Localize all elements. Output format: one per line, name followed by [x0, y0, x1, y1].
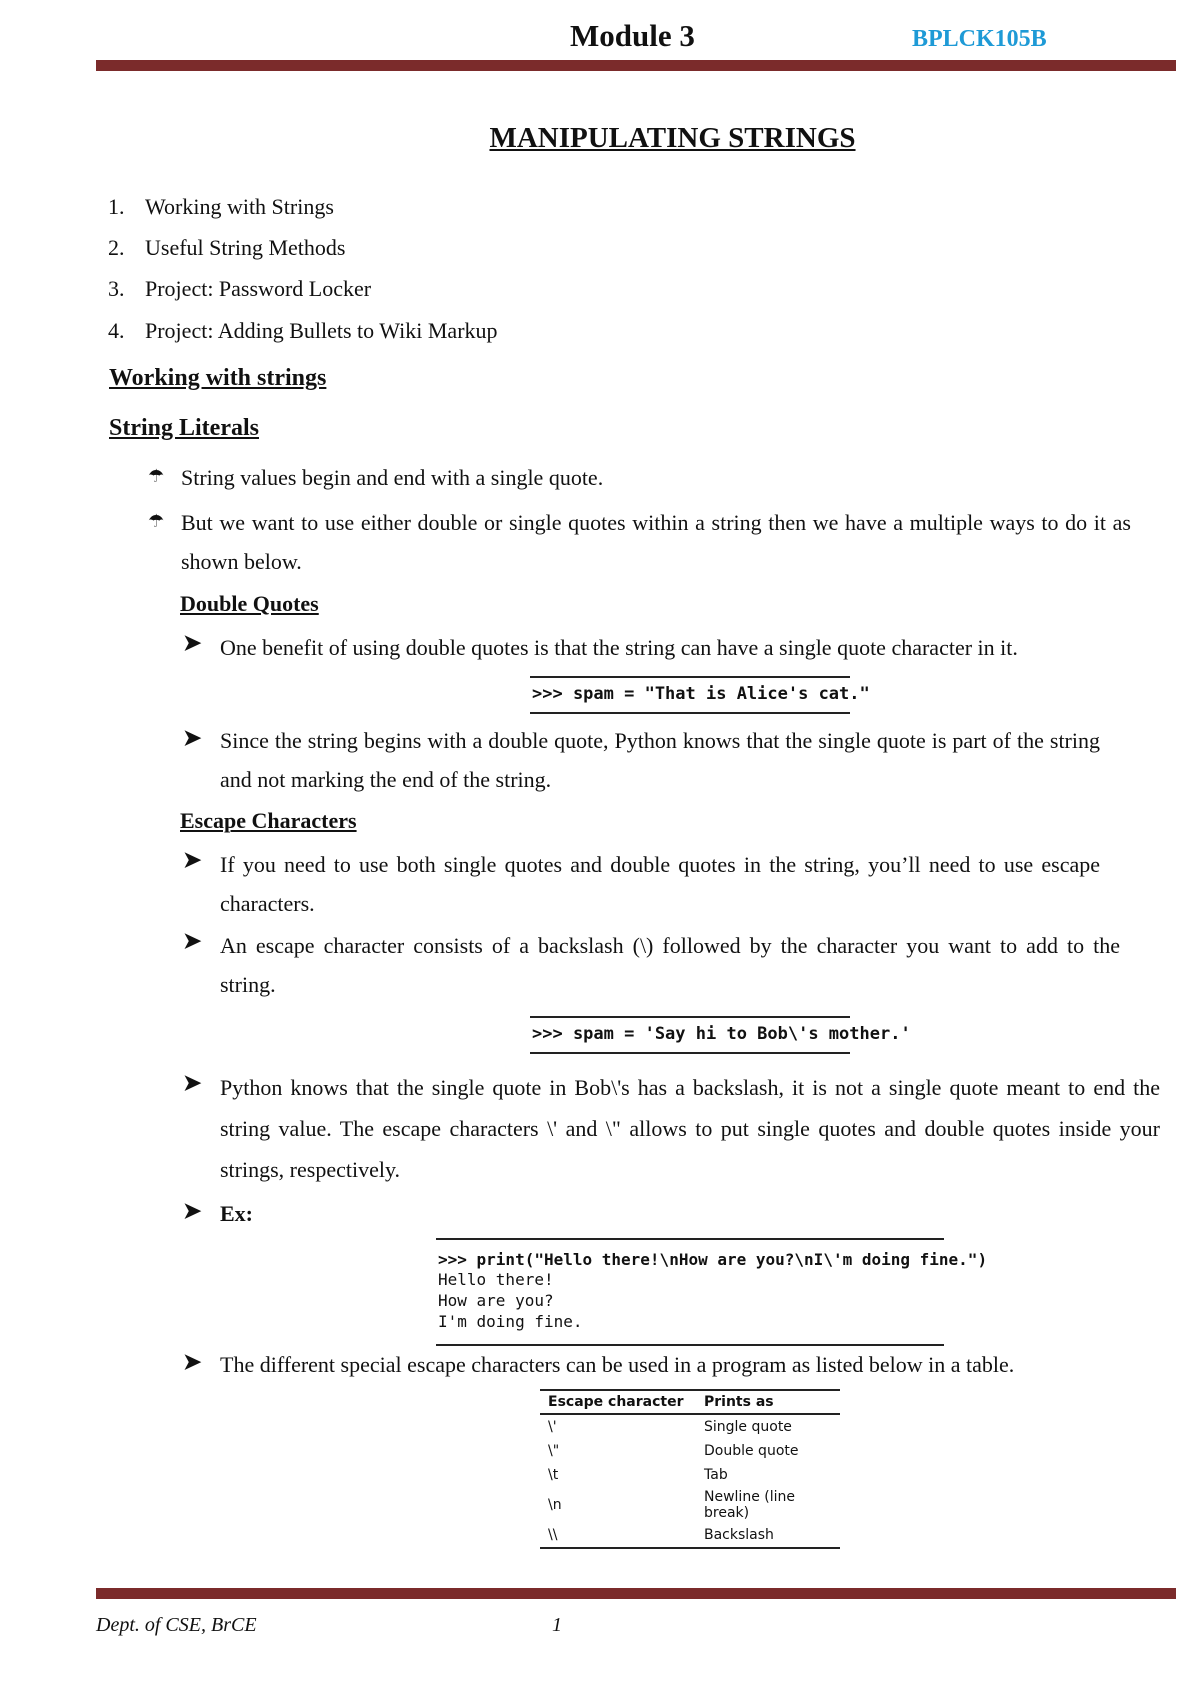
toc-text: Project: Adding Bullets to Wiki Markup — [145, 318, 498, 343]
umbrella-bullet-icon: ☂ — [148, 511, 165, 531]
escape-point-2: An escape character consists of a backslash (\) followed by the character you want to add to the string. — [220, 933, 1120, 997]
column-header: Prints as — [696, 1391, 840, 1414]
escape-sequence-cell: \\ — [548, 1527, 558, 1543]
escape-sequence-cell: \n — [548, 1497, 562, 1513]
subheading-double-quotes: Double Quotes — [180, 591, 319, 616]
example-label: Ex: — [220, 1201, 253, 1226]
footer-rule — [96, 1588, 1176, 1599]
table-row — [540, 1463, 840, 1487]
course-code: BPLCK105B — [912, 26, 1047, 52]
arrow-bullet-icon: ➤ — [183, 928, 202, 953]
umbrella-bullet-icon: ☂ — [148, 466, 165, 486]
literal-bullet-text: String values begin and end with a single quote. — [181, 465, 604, 490]
section-heading-working: Working with strings — [109, 365, 327, 391]
table-row — [540, 1439, 840, 1463]
toc-text: Project: Password Locker — [145, 276, 372, 301]
escape-point-4: The different special escape characters can be used in a program as listed below in a table. — [220, 1352, 1015, 1377]
module-title: Module 3 — [570, 18, 695, 53]
code-input-line: >>> print("Hello there!\nHow are you?\nI\'m doing fine.") — [438, 1250, 988, 1269]
column-header: Escape character — [540, 1391, 696, 1414]
toc-number: 1. — [108, 194, 125, 219]
escape-sequence-cell: \' — [548, 1419, 557, 1435]
code-example-print — [436, 1238, 988, 1346]
escape-sequence-cell: \t — [548, 1467, 559, 1483]
prints-as-cell: Tab — [704, 1467, 728, 1483]
arrow-bullet-icon: ➤ — [183, 847, 202, 872]
table-row — [540, 1523, 840, 1547]
code-line: >>> spam = 'Say hi to Bob\'s mother.' — [532, 1024, 911, 1044]
double-quotes-point-1: One benefit of using double quotes is that the string can have a single quote character in it. — [220, 635, 1018, 660]
arrow-bullet-icon: ➤ — [183, 1349, 202, 1374]
toc-number: 2. — [108, 235, 125, 260]
arrow-bullet-icon: ➤ — [183, 630, 202, 655]
prints-as-cell: Newline (line break) — [704, 1489, 795, 1521]
arrow-bullet-icon: ➤ — [183, 725, 202, 750]
arrow-bullet-icon: ➤ — [183, 1070, 202, 1095]
page-number: 1 — [552, 1614, 562, 1636]
footer-department: Dept. of CSE, BrCE — [96, 1614, 257, 1636]
table-row — [540, 1487, 840, 1523]
prints-as-cell: Double quote — [704, 1443, 799, 1459]
section-heading-literals: String Literals — [109, 415, 259, 441]
toc-number: 4. — [108, 318, 125, 343]
arrow-bullet-icon: ➤ — [183, 1198, 202, 1223]
code-output-line: How are you? — [438, 1291, 554, 1310]
double-quotes-point-2: Since the string begins with a double quote, Python knows that the single quote is part of the string and not marking the end of the string. — [220, 728, 1100, 792]
table-row — [540, 1414, 840, 1439]
toc-number: 3. — [108, 276, 125, 301]
escape-point-1: If you need to use both single quotes and double quotes in the string, you’ll need to use escape characters. — [220, 852, 1100, 916]
code-output-line: Hello there! — [438, 1270, 554, 1289]
toc-text: Working with Strings — [145, 194, 334, 219]
prints-as-cell: Backslash — [704, 1527, 774, 1543]
escape-point-3: Python knows that the single quote in Bob\'s has a backslash, it is not a single quote meant to end the string value. The escape characters \' and \" allows to put single quotes and double quotes inside your strings, respectively. — [220, 1075, 1160, 1182]
literal-bullet-text: But we want to use either double or single quotes within a string then we have a multiple ways to do it as shown below. — [181, 510, 1131, 574]
document-title: MANIPULATING STRINGS — [489, 122, 856, 154]
code-output-line: I'm doing fine. — [438, 1312, 583, 1331]
code-line: >>> spam = "That is Alice's cat." — [532, 684, 870, 704]
escape-sequence-cell: \" — [548, 1443, 560, 1459]
code-example-escape — [530, 1016, 911, 1054]
prints-as-cell: Single quote — [704, 1419, 792, 1435]
header-rule — [96, 60, 1176, 71]
subheading-escape-characters: Escape Characters — [180, 808, 357, 833]
table-header-row — [540, 1391, 840, 1414]
escape-characters-table — [540, 1389, 840, 1549]
toc-text: Useful String Methods — [145, 235, 346, 260]
code-example-double-quotes — [530, 676, 870, 714]
